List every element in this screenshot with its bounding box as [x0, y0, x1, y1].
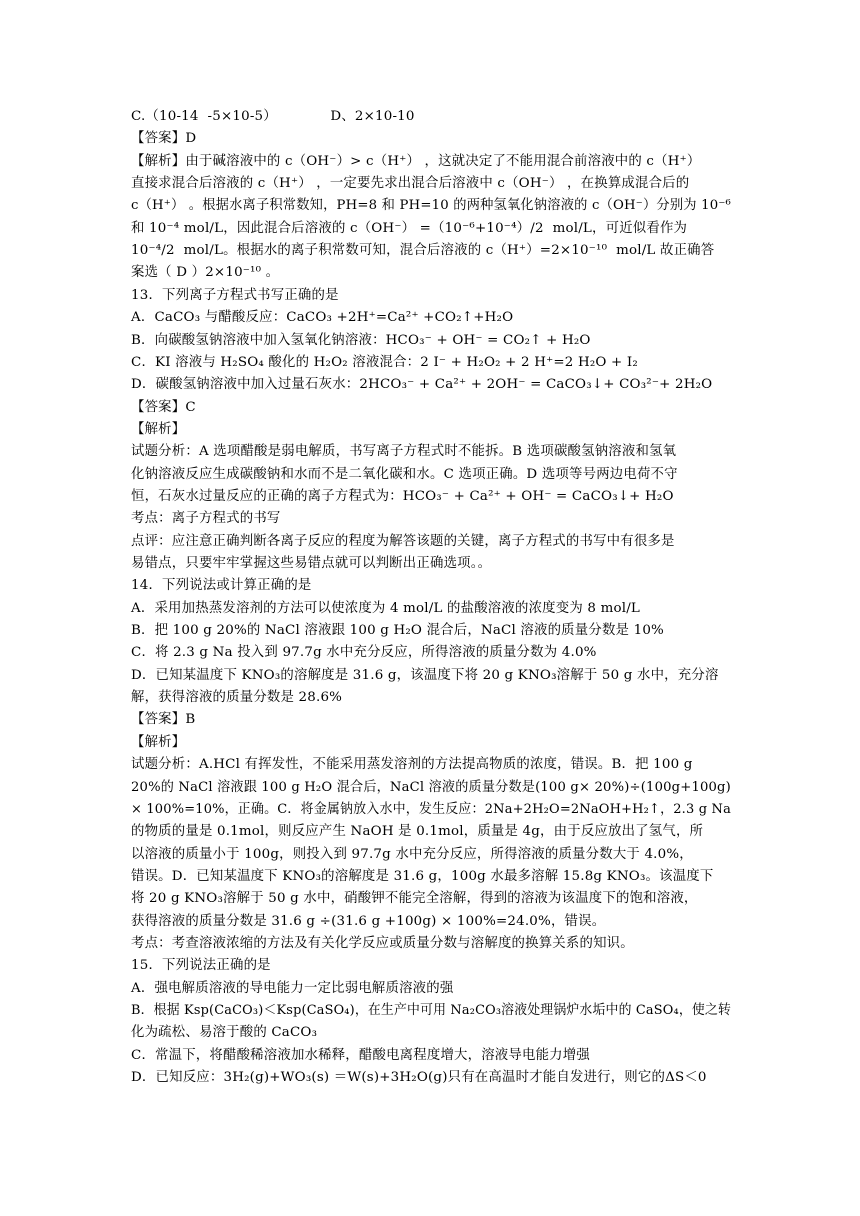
text-line-content: 和 10⁻⁴ mol/L，因此混合后溶液的 c（OH⁻） =（10⁻⁶+10⁻⁴）/2 mol/L，可近似看作为 — [131, 220, 688, 236]
text-line — [131, 575, 731, 597]
text-line-content: D．已知某温度下 KNO₃的溶解度是 31.6 g，该温度下将 20 g KNO₃溶解于 50 g 水中，充分溶 — [131, 667, 719, 683]
text-line-content: C．常温下，将醋酸稀溶液加水稀释，醋酸电离程度增大，溶液导电能力增强 — [131, 1047, 590, 1063]
text-line — [131, 508, 731, 530]
text-line-content: 考点：考查溶液浓缩的方法及有关化学反应或质量分数与溶解度的换算关系的知识。 — [131, 935, 634, 951]
text-line-content: 10⁻⁴/2 mol/L。根据水的离子积常数可知，混合后溶液的 c（H⁺）=2×10⁻¹⁰ mol/L 故正确答 — [131, 243, 715, 259]
text-line — [131, 642, 731, 664]
text-line — [131, 128, 731, 150]
text-line-content: C.（10-14 -5×10-5） D、2×10-10 — [131, 109, 415, 124]
text-line — [131, 240, 731, 262]
text-line-content: 13．下列离子方程式书写正确的是 — [131, 287, 339, 303]
text-line — [131, 754, 731, 776]
text-line-content: 考点：离子方程式的书写 — [131, 511, 281, 527]
text-line-content: A．强电解质溶液的导电能力一定比弱电解质溶液的强 — [131, 980, 454, 996]
text-line-content: 【答案】D — [131, 131, 197, 147]
text-line-content: 恒，石灰水过量反应的正确的离子方程式为：HCO₃⁻ + Ca²⁺ + OH⁻ = CaCO₃↓+ H₂O — [131, 488, 674, 504]
text-line — [131, 620, 731, 642]
text-line — [131, 1045, 731, 1067]
text-line — [131, 195, 731, 217]
text-line-content: D．已知反应：3H₂(g)+WO₃(s) ＝W(s)+3H₂O(g)只有在高温时才能自发进行，则它的ΔS＜0 — [131, 1070, 707, 1086]
text-line-content: 【答案】C — [131, 399, 196, 415]
text-line-content: C．将 2.3 g Na 投入到 97.7g 水中充分反应，所得溶液的质量分数为 4.0% — [131, 645, 597, 661]
text-line-content: 案选（ D ）2×10⁻¹⁰ 。 — [131, 265, 280, 281]
text-line — [131, 262, 731, 284]
text-line-content: 点评：应注意正确判断各离子反应的程度为解答该题的关键，离子方程式的书写中有很多是 — [131, 533, 675, 549]
text-line — [131, 911, 731, 933]
text-line-content: C．KI 溶液与 H₂SO₄ 酸化的 H₂O₂ 溶液混合：2 I⁻ + H₂O₂ + 2 H⁺=2 H₂O + I₂ — [131, 354, 638, 370]
text-line — [131, 106, 731, 128]
text-line — [131, 173, 731, 195]
text-line-content: 试题分析：A.HCl 有挥发性，不能采用蒸发溶剂的方法提高物质的浓度，错误。B．把 100 g — [131, 757, 693, 773]
text-line — [131, 777, 731, 799]
text-line-content: A．采用加热蒸发溶剂的方法可以使浓度为 4 mol/L 的盐酸溶液的浓度变为 8 mol/L — [131, 600, 641, 616]
text-line — [131, 285, 731, 307]
text-line — [131, 352, 731, 374]
text-line-content: 的物质的量是 0.1mol，则反应产生 NaOH 是 0.1mol，质量是 4g，由于反应放出了氢气，所 — [131, 824, 704, 840]
text-line — [131, 307, 731, 329]
text-line-content: 14．下列说法或计算正确的是 — [131, 578, 312, 594]
text-line-content: B．把 100 g 20%的 NaCl 溶液跟 100 g H₂O 混合后，NaCl 溶液的质量分数是 10% — [131, 623, 664, 639]
text-line-content: 化为疏松、易溶于酸的 CaCO₃ — [131, 1025, 318, 1041]
text-line — [131, 464, 731, 486]
text-line — [131, 374, 731, 396]
text-line — [131, 866, 731, 888]
text-line — [131, 486, 731, 508]
text-line-content: 化钠溶液反应生成碳酸钠和水而不是二氧化碳和水。C 选项正确。D 选项等号两边电荷不守 — [131, 466, 678, 482]
text-line — [131, 1000, 731, 1022]
text-line-content: 以溶液的质量小于 100g，则投入到 97.7g 水中充分反应，所得溶液的质量分数大于 4.0%， — [131, 846, 693, 862]
text-line — [131, 933, 731, 955]
text-line-content: 试题分析：A 选项醋酸是弱电解质，书写离子方程式时不能拆。B 选项碳酸氢钠溶液和氢氧 — [131, 444, 677, 460]
text-line-content: 易错点，只要牢牢掌握这些易错点就可以判断出正确选项。。 — [131, 556, 492, 571]
text-line — [131, 531, 731, 553]
text-line-content: × 100%=10%，正确。C．将金属钠放入水中，发生反应：2Na+2H₂O=2NaOH+H₂↑，2.3 g Na — [131, 801, 732, 817]
text-line-content: D．碳酸氢钠溶液中加入过量石灰水：2HCO₃⁻ + Ca²⁺ + 2OH⁻ = CaCO₃↓+ CO₃²⁻+ 2H₂O — [131, 377, 713, 393]
text-line-content: c（H⁺） 。根据水离子积常数知，PH=8 和 PH=10 的两种氢氧化钠溶液的 c（OH⁻）分别为 10⁻⁶ — [131, 198, 732, 214]
text-line-content: 获得溶液的质量分数是 31.6 g ÷(31.6 g +100g) × 100%=24.0%，错误。 — [131, 913, 606, 929]
text-line-content: 【答案】B — [131, 712, 196, 728]
text-line — [131, 419, 731, 441]
text-line-content: 【解析】 — [131, 734, 186, 750]
text-line — [131, 665, 731, 687]
text-line — [131, 553, 731, 575]
text-line — [131, 1067, 731, 1089]
text-line — [131, 397, 731, 419]
text-line-content: 解，获得溶液的质量分数是 28.6% — [131, 690, 343, 706]
text-line-content: 直接求混合后溶液的 c（H⁺） ，一定要先求出混合后溶液中 c（OH⁻） ，在换算成混合后的 — [131, 176, 690, 192]
text-line — [131, 1022, 731, 1044]
text-line-content: A．CaCO₃ 与醋酸反应：CaCO₃ +2H⁺=Ca²⁺ +CO₂↑+H₂O — [131, 310, 514, 326]
text-line-content: 20%的 NaCl 溶液跟 100 g H₂O 混合后，NaCl 溶液的质量分数是(100 g× 20%)÷(100g+100g) — [131, 779, 731, 795]
text-line — [131, 330, 731, 352]
text-line — [131, 151, 731, 173]
text-line-content: 15．下列说法正确的是 — [131, 958, 271, 974]
text-line-content: 错误。D．已知某温度下 KNO₃的溶解度是 31.6 g，100g 水最多溶解 15.8g KNO₃。该温度下 — [131, 868, 714, 884]
text-line — [131, 844, 731, 866]
text-line — [131, 978, 731, 1000]
text-line-content: 【解析】由于碱溶液中的 c（OH⁻）> c（H⁺） ，这就决定了不能用混合前溶液中的 c（H⁺） — [131, 153, 701, 169]
text-line-content: 将 20 g KNO₃溶解于 50 g 水中，硝酸钾不能完全溶解，得到的溶液为该温度下的饱和溶液， — [131, 891, 698, 907]
text-line — [131, 598, 731, 620]
text-line — [131, 709, 731, 731]
text-line — [131, 687, 731, 709]
text-line — [131, 218, 731, 240]
text-line — [131, 821, 731, 843]
text-line — [131, 441, 731, 463]
text-line-content: 【解析】 — [131, 421, 186, 437]
text-line-content: B．向碳酸氢钠溶液中加入氢氧化钠溶液：HCO₃⁻ + OH⁻ = CO₂↑ + H₂O — [131, 332, 591, 348]
text-line-content: B．根据 Ksp(CaCO₃)＜Ksp(CaSO₄)，在生产中可用 Na₂CO₃溶液处理锅炉水垢中的 CaSO₄，使之转 — [131, 1003, 732, 1018]
text-line — [131, 888, 731, 910]
text-line — [131, 732, 731, 754]
text-line — [131, 955, 731, 977]
text-line — [131, 799, 731, 821]
